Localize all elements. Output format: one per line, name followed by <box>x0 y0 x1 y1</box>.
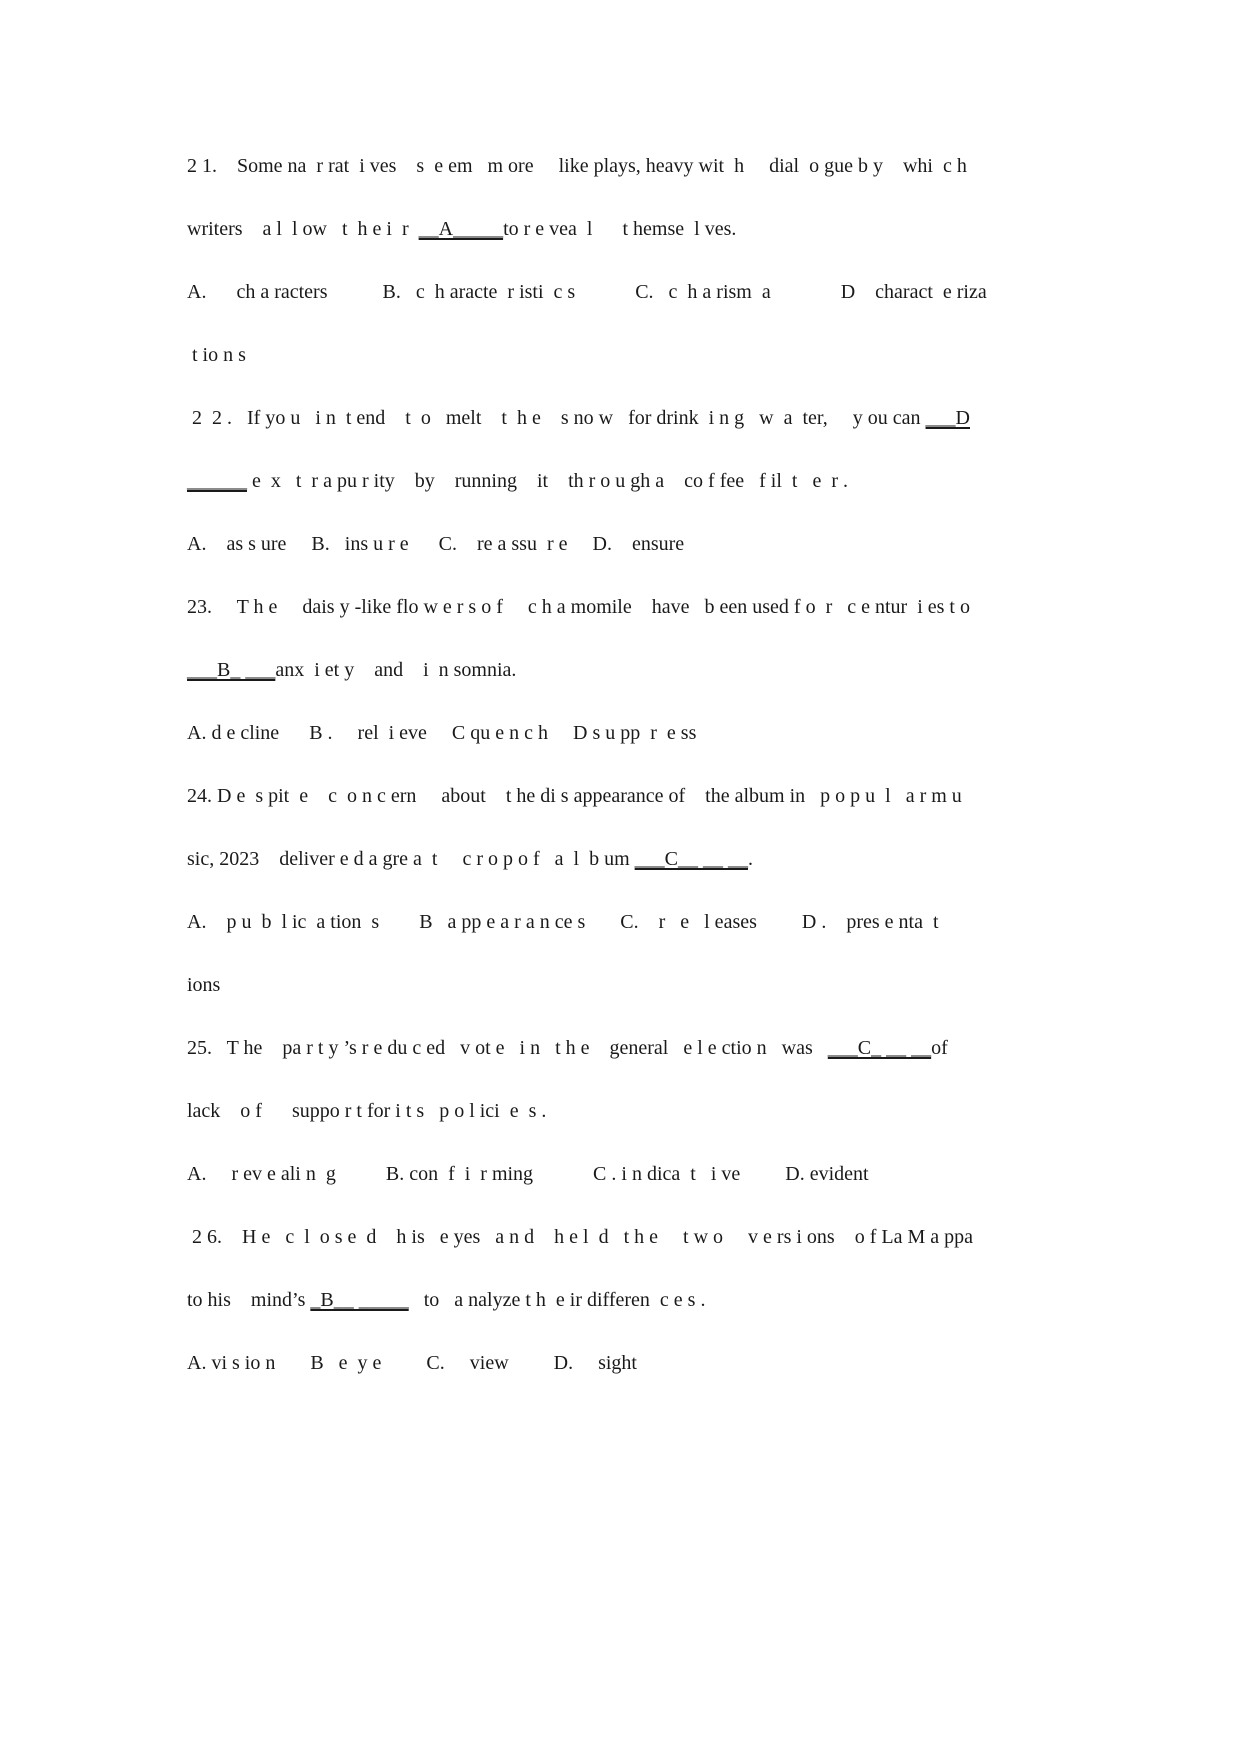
question-21-text-after-blank: to r e vea l t hemse l ves. <box>503 218 737 240</box>
question-25-options <box>187 1160 1087 1188</box>
question-25-stem-line-1 <box>187 1034 1087 1062</box>
question-24-options-text: A. p u b l ic a tion s B a pp e a r a n ce s C. r e l eases D . pres e nta t <box>187 911 939 933</box>
question-21-answer-blank: __A_____ <box>418 218 504 240</box>
question-26-options-text: A. vi s io n B e y e C. view D. sight <box>187 1352 637 1374</box>
question-23-stem-line-2 <box>187 656 1087 684</box>
question-24-text-after-blank: . <box>748 848 753 870</box>
question-21-options-text: A. ch a racters B. c h aracte r isti c s C. c h a rism a D charact e riza <box>187 281 987 303</box>
question-24-text: 24. D e s pit e c o n c ern about t he di s appearance of the album in p o p u l a r m u <box>187 785 962 807</box>
question-23-options-text: A. d e cline B . rel i eve C qu e n c h D s u pp r e ss <box>187 722 697 744</box>
question-24-text-before-blank: sic, 2023 deliver e d a gre a t c r o p o f a l b um <box>187 848 635 870</box>
question-25-text-continued: lack o f suppo r t for i t s p o l ici e s . <box>187 1100 547 1122</box>
question-22-answer-blank: ___D <box>925 407 970 429</box>
question-25-stem-line-2 <box>187 1097 1087 1125</box>
question-21-options <box>187 278 1087 306</box>
question-22-options-text: A. as s ure B. ins u r e C. re a ssu r e D. ensure <box>187 533 685 555</box>
question-26-text-before-blank: to his mind’s <box>187 1289 311 1311</box>
question-22-blank-continued: ______ <box>187 470 247 492</box>
question-26-answer-blank: _B__ _____ <box>310 1289 409 1311</box>
question-22-text: 2 2 . If yo u i n t end t o melt t h e s no w for drink i n g w a ter, y ou can <box>187 407 926 429</box>
question-24-options-continued <box>187 971 1087 999</box>
question-23-answer-blank: ___B_ ___ <box>187 659 276 681</box>
question-25-text-after-blank: of <box>931 1037 948 1059</box>
question-23-text-after-blank: anx i et y and i n somnia. <box>275 659 517 681</box>
question-21-stem-line-2 <box>187 215 1087 243</box>
question-23-stem-line-1 <box>187 593 1087 621</box>
question-26-text-after-blank: to a nalyze t h e ir differen c e s . <box>408 1289 706 1311</box>
question-22-stem-line-2 <box>187 467 1087 495</box>
question-25-options-text: A. r ev e ali n g B. con f i r ming C . i n dica t i ve D. evident <box>187 1163 869 1185</box>
question-21-text: 2 1. Some na r rat i ves s e em m ore like plays, heavy wit h dial o gue b y whi c h <box>187 155 967 177</box>
question-24-options <box>187 908 1087 936</box>
question-26-options <box>187 1349 1087 1377</box>
question-23-options <box>187 719 1087 747</box>
question-24-stem-line-2 <box>187 845 1087 873</box>
question-26-text: 2 6. H e c l o s e d h is e yes a n d h e l d t h e t w o v e rs i ons o f La M a ppa <box>187 1226 973 1248</box>
question-22-options <box>187 530 1087 558</box>
question-24-options-continued-text: ions <box>187 974 221 996</box>
question-26-stem-line-1 <box>187 1223 1087 1251</box>
question-25-answer-blank: ___C_ __ __ <box>827 1037 932 1059</box>
question-24-stem-line-1 <box>187 782 1087 810</box>
question-21-stem-line-1 <box>187 152 1087 180</box>
question-25-text: 25. T he pa r t y ’s r e du c ed v ot e i n t h e general e l e ctio n was <box>187 1037 828 1059</box>
question-21-text-before-blank: writers a l l ow t h e i r <box>187 218 419 240</box>
question-26-stem-line-2 <box>187 1286 1087 1314</box>
question-21-options-continued <box>187 341 1087 369</box>
question-24-answer-blank: ___C__ __ __ <box>634 848 748 870</box>
question-21-options-continued-text: t io n s <box>187 344 246 366</box>
question-22-text-after-blank: e x t r a pu r ity by running it th r o u gh a co f fee f il t e r . <box>247 470 848 492</box>
question-22-stem-line-1 <box>187 404 1087 432</box>
question-23-text: 23. T h e dais y -like flo w e r s o f c h a momile have b een used f o r c e ntur i es t o <box>187 596 970 618</box>
